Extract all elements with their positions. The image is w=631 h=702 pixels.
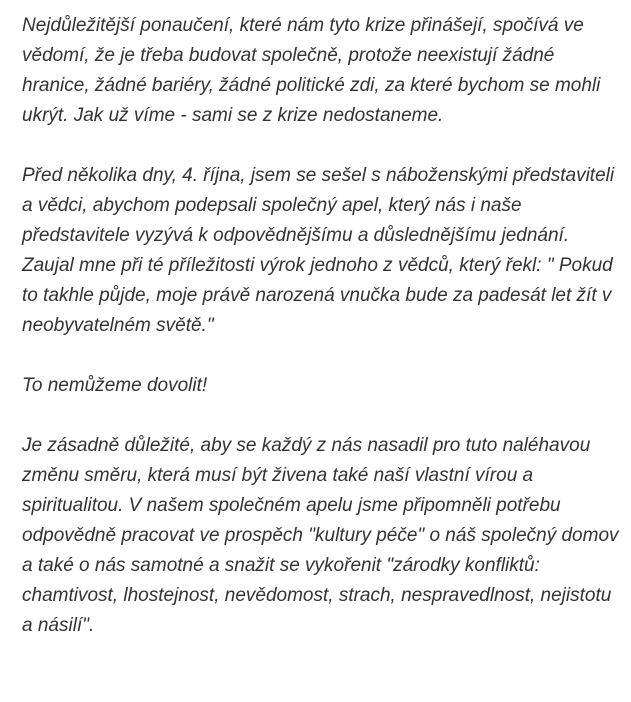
paragraph-lessons-of-crisis: Nejdůležitější ponaučení, které nám tyto krize přinášejí, spočívá ve vědomí, že je třeba budovat společně, protože neexistují žádné hranice, žádné bariéry, žádné politické zdi, za které bychom se mohli ukrýt. Jak už víme - sami se z krize nedostaneme. bbox=[22, 15, 601, 126]
article-body bbox=[22, 11, 622, 641]
paragraph-joint-appeal: Před několika dny, 4. října, jsem se sešel s náboženskými představiteli a vědci, abychom podepsali společný apel, který nás i naše představitele vyzývá k odpovědnějšímu a důslednějšímu jednání. Zaujal mne při té příležitosti výrok jednoho z vědců, který řekl: " Pokud to takhle půjde, moje právě narozená vnučka bude za padesát let žít v neobyvatelném světě." bbox=[22, 165, 615, 336]
paragraph-change-of-direction: Je zásadně důležité, aby se každý z nás nasadil pro tuto naléhavou změnu směru, která musí být živena také naší vlastní vírou a spiritualitou. V našem společném apelu jsme připomněli potřebu odpovědně pracovat ve prospěch "kultury péče" o náš společný domov a také o nás samotné a snažit se vykořenit "zárodky konfliktů: chamtivost, lhostejnost, nevědomost, strach, nespravedlnost, nejistotu a násilí". bbox=[22, 435, 619, 636]
paragraph-cannot-allow: To nemůžeme dovolit! bbox=[22, 375, 208, 396]
